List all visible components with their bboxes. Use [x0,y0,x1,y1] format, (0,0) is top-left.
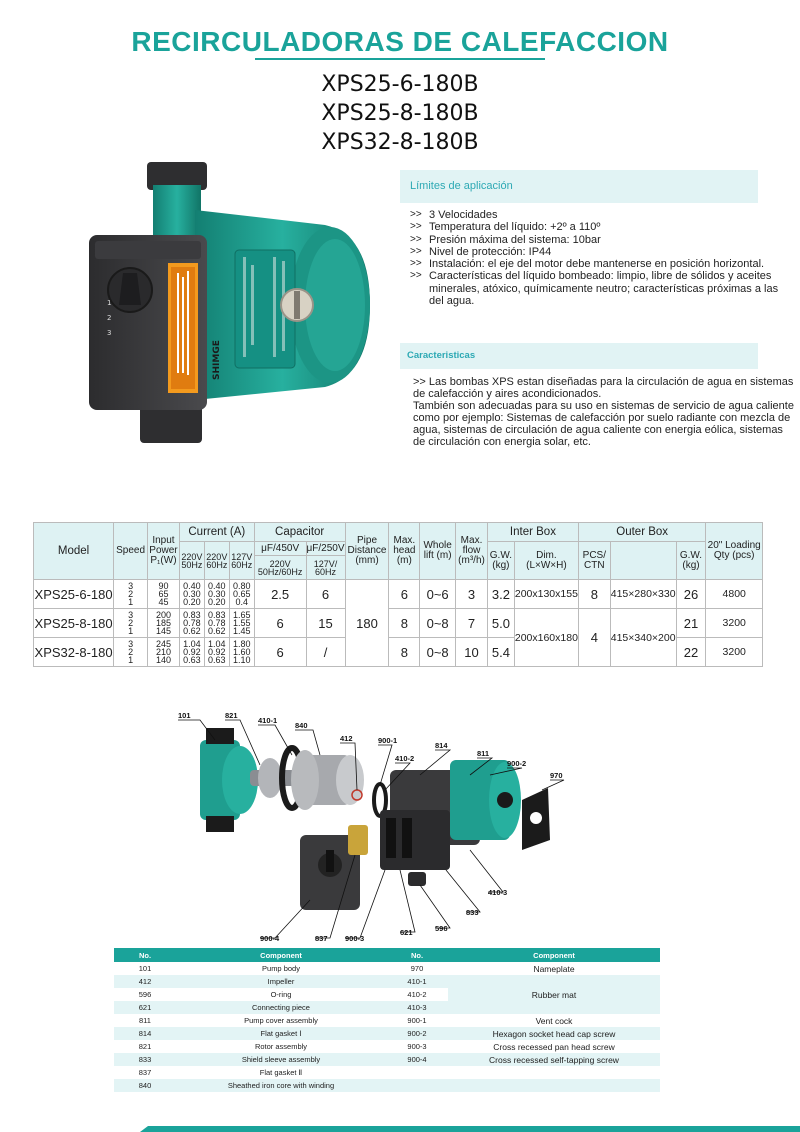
limits-heading: Límites de aplicación [410,180,513,192]
spec-table [33,522,763,667]
table-row: 821 Rotor assembly 900-3 Cross recessed pan head screw [138,1041,615,1052]
model-name: XPS32-8-180B [321,130,479,155]
callout-label: 410-3 [488,888,508,897]
callout-label: 900-1 [378,736,398,745]
pump-product-image [85,155,385,455]
callout-label: 412 [340,734,353,743]
model-name: XPS25-6-180B [321,72,479,97]
table-row: 814 Flat gasket Ⅰ 900-2 Hexagon socket head cap screw [114,1027,660,1040]
pump-brand: SHIMGE [212,340,222,380]
col-outer-box: Outer Box [578,523,705,542]
table-row: 811 Pump cover assembly 900-1 Vent cock [139,1015,573,1026]
list-item: >> Instalación: el eje del motor debe mantenerse en posición horizontal. [410,258,765,271]
features-heading-bar [400,343,758,369]
col-outer-gw: G.W. (kg) [676,542,706,580]
col-cap-450: μF/450V [254,542,306,556]
callout-label: 814 [435,741,448,750]
callout-label: 970 [550,771,563,780]
col-cap-250: μF/250V [306,542,345,554]
callout-label: 821 [225,711,238,720]
cable-grommet-part [408,872,426,886]
table-row: 837 Flat gasket Ⅱ [138,1068,303,1077]
connecting-piece-part [348,825,368,855]
pipe-distance-value: 180 [345,580,389,667]
shield-sleeve-part [291,750,364,810]
terminal-block-part [380,810,450,870]
table-row: XPS32-8-180 3 2 1 245 210 140 1.04 0.92 0.63 1.04 0.92 0.63 1.80 1.60 1.10 6 / 8 0~8 10 5.4 22 3200 [34,638,763,667]
limits-list [410,209,790,307]
callout-label: 410-2 [395,754,415,763]
col-input-power: Input Power P₁(W) [148,523,180,580]
col-whole-lift: Whole lift (m) [420,523,456,580]
limits-heading-bar [400,170,758,203]
col-inter-dim: Dim. (L×W×H) [514,542,578,580]
col-capacitor: Capacitor [254,523,345,542]
features-paragraph: También son adecuadas para su uso en sistemas de servicio de agua caliente como por ejemplo: Sistemas de calefacción por suelo radiante con mezcla de agua, sistemas de circulación de agua caliente con energia eólica, sistemas de circulación con energia solar, etc. [413,400,794,449]
title-underline [255,58,545,60]
col-max-flow: Max. flow (m³/h) [456,523,488,580]
col-cap-127: 127V/ 60Hz [306,556,345,580]
shared-outer-dim: 415×340×200 [610,609,676,667]
svg-text:1: 1 [107,299,112,307]
col-current-220-60: 220V 60Hz [204,542,229,580]
parts-col-no: No. [114,948,176,962]
col-loading-qty: 20" Loading Qty (pcs) [706,523,763,580]
table-row: XPS25-8-180 3 2 1 200 185 145 0.83 0.78 0.62 0.83 0.78 0.62 1.65 1.55 1.45 6 15 8 0~8 7 5.0 200x160x180 4 415×340×200 21 3200 [34,609,763,638]
col-pcs: PCS/ CTN [578,542,610,580]
callout-label: 837 [315,934,328,943]
col-outer-dim [610,542,676,580]
col-current-220-50: 220V 50Hz [179,542,204,580]
list-item: >> Características del líquido bombeado: limpio, libre de sólidos y aceites minerales, atóxico, químicamente neutro; características próximas a las del agua. [410,270,779,308]
parts-col-no: No. [386,948,448,962]
parts-col-component: Component [448,948,660,962]
list-item: >> Temperatura del líquido: +2º a 110º [410,221,601,234]
callout-label: 840 [295,721,308,730]
parts-table [114,948,660,1092]
table-row: 840 Sheathed iron core with winding [114,1079,660,1092]
callout-label: 410-1 [258,716,278,725]
parts-col-component: Component [176,948,386,962]
shared-inter-dim: 200x160x180 [514,609,578,667]
col-inter-box: Inter Box [487,523,578,542]
callout-label: 811 [477,749,490,758]
col-cap-220: 220V 50Hz/60Hz [254,556,306,580]
col-current-127-60: 127V 60Hz [229,542,254,580]
rubber-mat-cell: Rubber mat [448,975,660,1014]
table-row: 833 Shield sleeve assembly 900-4 Cross recessed self-tapping screw [114,1053,660,1066]
model-name: XPS25-8-180B [321,101,479,126]
svg-text:2: 2 [107,314,112,322]
table-row: 412 Impeller 410-1 Rubber mat [114,975,660,988]
list-item: >> 3 Velocidades [410,209,498,221]
callout-label: 900-4 [260,934,280,943]
table-row: XPS25-6-180 3 2 1 90 65 45 0.40 0.30 0.20 0.40 0.30 0.20 0.80 0.65 0.4 2.5 6 180 6 0~6 3 3.2 200x130x155 8 415×280×330 26 4800 [34,580,763,609]
table-row: 101 Pump body 970 Nameplate [138,963,575,974]
col-current: Current (A) [179,523,254,542]
callout-label: 101 [178,711,191,720]
features-paragraph: >> Las bombas XPS estan diseñadas para la circulación de agua en sistemas de calefacción y aires acondicionados. [413,376,794,401]
col-model: Model [34,523,114,580]
table-row: 621 Connecting piece 410-3 [114,1001,660,1014]
model-list [0,70,800,157]
callout-label: 900-2 [507,759,527,768]
features-heading: Caracteristicas [407,350,476,361]
col-pipe-distance: Pipe Distance (mm) [345,523,389,580]
features-description [384,376,794,449]
pump-body-part [200,728,258,832]
callout-label: 900-3 [345,934,365,943]
col-max-head: Max. head (m) [389,523,420,580]
exploded-diagram [170,700,610,945]
list-item: >> Presión máxima del sistema: 10bar [410,233,601,246]
callout-label: 621 [400,928,413,937]
footer-accent-bar [140,1126,800,1132]
page-title: RECIRCULADORAS DE CALEFACCION [131,26,669,57]
col-speed: Speed [114,523,148,580]
callout-label: 833 [466,908,479,917]
svg-text:3: 3 [107,329,112,337]
shared-pcs: 4 [578,609,610,667]
list-item: >> Nivel de protección: IP44 [410,245,552,258]
callout-label: 596 [435,924,448,933]
col-inter-gw: G.W. (kg) [487,542,514,580]
table-row: 596 O-ring 410-2 [138,990,427,999]
